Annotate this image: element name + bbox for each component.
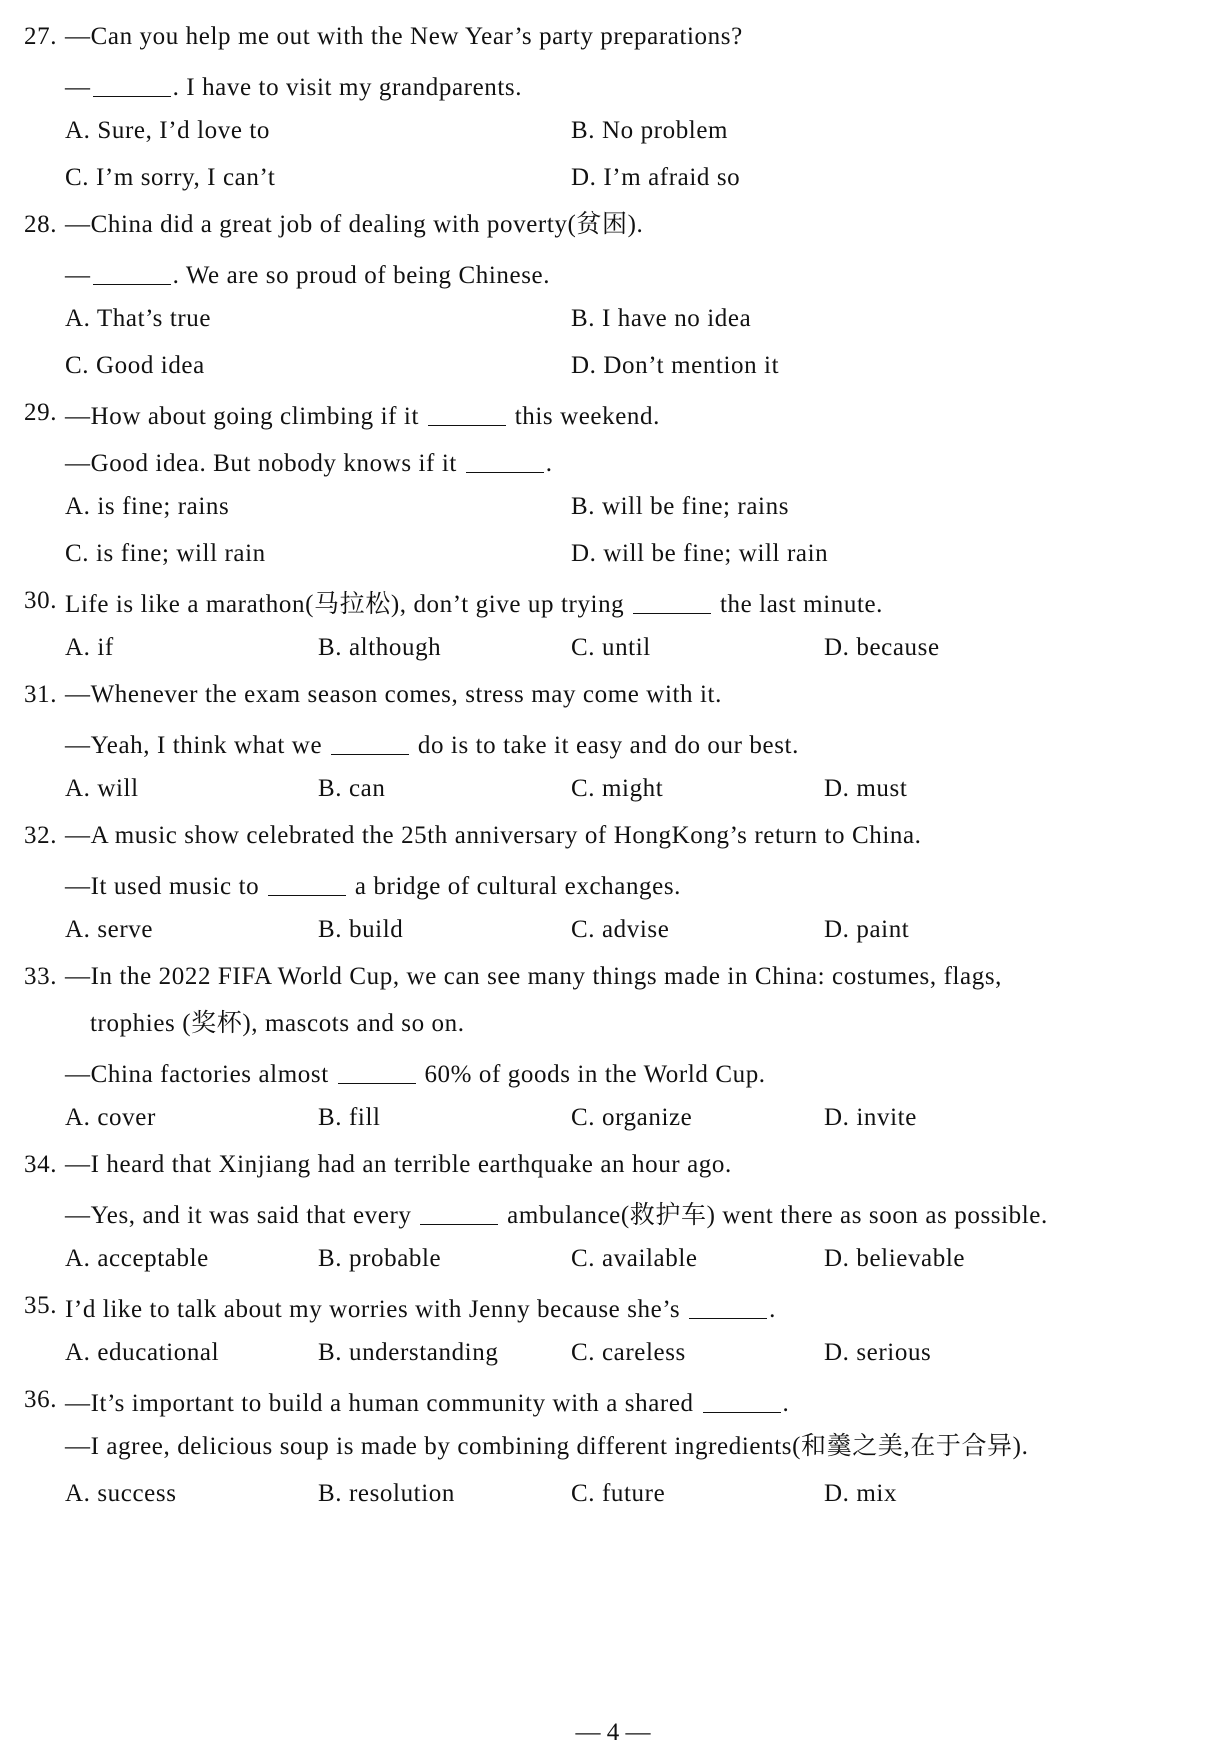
answer-blank [703,1387,781,1413]
question-number: 35. [24,1292,58,1319]
stem-text: . [545,450,553,477]
answer-blank [268,870,346,896]
stem-text: 60% of goods in the World Cup. [417,1061,766,1088]
stem-text: trophies (奖杯), mascots and so on. [90,1010,465,1037]
question-stem-line [65,259,550,288]
answer-option[interactable]: D. paint [824,916,910,943]
stem-text: —It’s important to build a human community with a shared [65,1390,701,1417]
stem-text: I’d like to talk about my worries with Jenny because she’s [65,1296,688,1323]
answer-option[interactable]: C. available [571,1245,698,1272]
question-stem-line [65,870,681,899]
answer-option[interactable]: C. Good idea [65,352,205,379]
answer-option[interactable]: B. understanding [318,1339,499,1366]
stem-text: the last minute. [713,591,884,618]
question-stem-line [65,1293,776,1322]
question-stem-line [65,964,1002,989]
answer-option[interactable]: B. can [318,775,386,802]
answer-option[interactable]: D. I’m afraid so [571,164,741,191]
question-stem-line [65,212,643,237]
question-number: 36. [24,1386,58,1413]
answer-option[interactable]: D. must [824,775,908,802]
answer-blank [428,400,506,426]
question-stem-line [65,1199,1048,1228]
stem-text: — [65,262,91,289]
stem-text: ambulance(救护车) went there as soon as possible. [500,1202,1048,1229]
answer-option[interactable]: B. fill [318,1104,381,1131]
stem-text: this weekend. [507,403,660,430]
question-stem-line [65,1058,766,1087]
answer-option[interactable]: B. No problem [571,117,729,144]
stem-text: —How about going climbing if it [65,403,426,430]
question-number: 30. [24,587,58,614]
answer-option[interactable]: B. resolution [318,1480,455,1507]
answer-option[interactable]: B. I have no idea [571,305,752,332]
stem-text: —I agree, delicious soup is made by combining different ingredients(和羹之美,在于合异). [65,1433,1029,1460]
answer-option[interactable]: B. will be fine; rains [571,493,790,520]
answer-blank [633,588,711,614]
question-stem-line [65,823,922,848]
answer-option[interactable]: A. success [65,1480,177,1507]
question-stem-line [65,71,522,100]
stem-text: . [769,1296,776,1323]
answer-option[interactable]: C. careless [571,1339,686,1366]
stem-text: —Can you help me out with the New Year’s party preparations? [65,23,743,50]
answer-option[interactable]: B. build [318,916,404,943]
question-number: 33. [24,963,58,990]
answer-option[interactable]: C. I’m sorry, I can’t [65,164,276,191]
stem-text: —I heard that Xinjiang had an terrible earthquake an hour ago. [65,1151,732,1178]
stem-text: . I have to visit my grandparents. [172,74,523,101]
answer-option[interactable]: D. serious [824,1339,932,1366]
answer-option[interactable]: A. educational [65,1339,220,1366]
question-stem-line [65,1387,789,1416]
stem-text: —Yeah, I think what we [65,732,330,759]
answer-option[interactable]: C. might [571,775,664,802]
answer-option[interactable]: A. will [65,775,139,802]
stem-text: — [65,74,91,101]
page-number: — 4 — [575,1719,651,1746]
stem-text: —In the 2022 FIFA World Cup, we can see many things made in China: costumes, flags, [65,963,1003,990]
question-number: 31. [24,681,58,708]
answer-blank [466,447,544,473]
stem-text: —Yes, and it was said that every [65,1202,419,1229]
answer-option[interactable]: A. acceptable [65,1245,209,1272]
answer-option[interactable]: B. although [318,634,442,661]
stem-text: do is to take it easy and do our best. [411,732,799,759]
stem-text: —China factories almost [65,1061,336,1088]
answer-blank [93,259,171,285]
answer-option[interactable]: D. will be fine; will rain [571,540,829,567]
answer-option[interactable]: A. cover [65,1104,156,1131]
answer-blank [331,729,409,755]
answer-option[interactable]: A. if [65,634,114,661]
answer-blank [93,71,171,97]
answer-option[interactable]: A. Sure, I’d love to [65,117,271,144]
answer-blank [689,1293,767,1319]
question-number: 28. [24,211,58,238]
answer-blank [338,1058,416,1084]
question-stem-line [90,1011,465,1036]
question-stem-line [65,447,553,476]
question-number: 27. [24,23,58,50]
stem-text: Life is like a marathon(马拉松), don’t give up trying [65,591,632,618]
question-stem-line [65,1152,732,1177]
answer-option[interactable]: C. advise [571,916,670,943]
stem-text: a bridge of cultural exchanges. [348,873,682,900]
answer-option[interactable]: A. That’s true [65,305,212,332]
question-stem-line [65,24,743,49]
answer-option[interactable]: C. until [571,634,651,661]
stem-text: —A music show celebrated the 25th anniversary of HongKong’s return to China. [65,822,922,849]
answer-option[interactable]: C. is fine; will rain [65,540,266,567]
question-stem-line [65,682,722,707]
stem-text: —Whenever the exam season comes, stress may come with it. [65,681,722,708]
answer-option[interactable]: D. mix [824,1480,898,1507]
stem-text: . We are so proud of being Chinese. [172,262,551,289]
question-number: 34. [24,1151,58,1178]
answer-option[interactable]: C. future [571,1480,666,1507]
answer-option[interactable]: D. because [824,634,940,661]
answer-option[interactable]: A. is fine; rains [65,493,230,520]
answer-option[interactable]: A. serve [65,916,154,943]
question-number: 32. [24,822,58,849]
question-number: 29. [24,399,58,426]
question-stem-line [65,400,660,429]
question-stem-line [65,729,799,758]
answer-option[interactable]: C. organize [571,1104,693,1131]
question-stem-line [65,1434,1028,1459]
answer-blank [420,1199,498,1225]
stem-text: —It used music to [65,873,267,900]
question-stem-line [65,588,883,617]
answer-option[interactable]: D. Don’t mention it [571,352,780,379]
answer-option[interactable]: D. invite [824,1104,917,1131]
answer-option[interactable]: B. probable [318,1245,442,1272]
stem-text: —China did a great job of dealing with poverty(贫困). [65,211,644,238]
stem-text: —Good idea. But nobody knows if it [65,450,464,477]
answer-option[interactable]: D. believable [824,1245,966,1272]
stem-text: . [782,1390,790,1417]
